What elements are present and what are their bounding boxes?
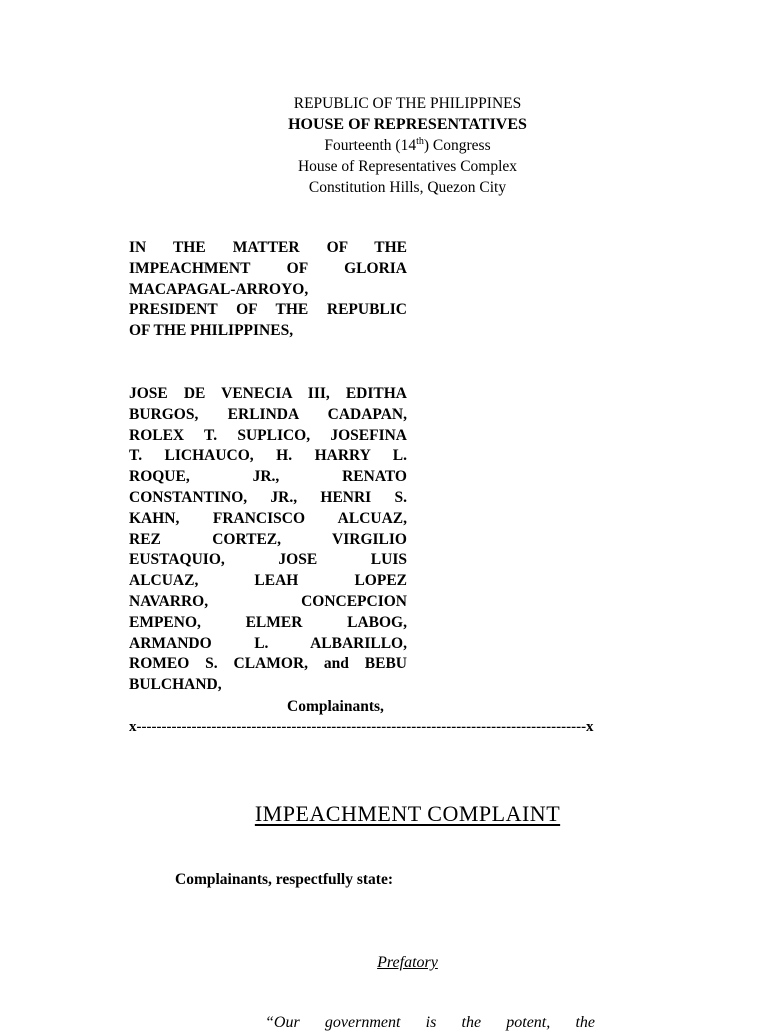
case-matter	[129, 238, 407, 342]
intro-statement: Complainants, respectfully state:	[175, 871, 393, 888]
congress-text: Fourteenth (14	[324, 137, 417, 154]
document-title	[0, 800, 768, 828]
caption-line: ALCUAZ, LEAH LOPEZ	[129, 572, 407, 590]
section-heading-text: Prefatory	[377, 954, 438, 971]
caption-line: EMPENO, ELMER LABOG,	[129, 613, 407, 631]
quote-text: “Our government is the potent, the	[265, 1014, 595, 1031]
header-congress	[0, 135, 768, 156]
header-house: HOUSE OF REPRESENTATIVES	[288, 116, 527, 133]
complainants-label: Complainants,	[287, 698, 384, 715]
caption-line: REZ CORTEZ, VIRGILIO	[129, 530, 407, 548]
caption-line: IMPEACHMENT OF GLORIA	[129, 259, 407, 277]
complainant-names	[129, 384, 407, 696]
title-text: IMPEACHMENT COMPLAINT	[254, 801, 561, 826]
caption-line: OF THE PHILIPPINES,	[129, 322, 294, 340]
caption-line: MACAPAGAL-ARROYO,	[129, 280, 309, 298]
caption-line: IN THE MATTER OF THE	[129, 239, 407, 256]
congress-text-end: ) Congress	[423, 137, 491, 154]
caption-line: ROLEX T. SUPLICO, JOSEFINA	[129, 426, 407, 444]
caption-separator: x------------------------------------------------------------------------------------------x	[129, 719, 594, 735]
document-header	[0, 93, 768, 198]
caption-line: PRESIDENT OF THE REPUBLIC	[129, 301, 407, 319]
section-heading	[0, 952, 768, 974]
congress-superscript: th	[416, 135, 424, 147]
caption-line: JOSE DE VENECIA III, EDITHA	[129, 385, 407, 402]
caption-line: ARMANDO L. ALBARILLO,	[129, 634, 407, 652]
caption-line: EUSTAQUIO, JOSE LUIS	[129, 551, 407, 569]
caption-line: BULCHAND,	[129, 676, 222, 694]
caption-line: ROMEO S. CLAMOR, and BEBU	[129, 655, 407, 673]
caption-line: KAHN, FRANCISCO ALCUAZ,	[129, 509, 407, 527]
caption-line: CONSTANTINO, JR., HENRI S.	[129, 488, 407, 506]
header-republic: REPUBLIC OF THE PHILIPPINES	[293, 95, 522, 112]
caption-line: ROQUE, JR., RENATO	[129, 468, 407, 486]
caption-line: T. LICHAUCO, H. HARRY L.	[129, 447, 407, 465]
caption-line: BURGOS, ERLINDA CADAPAN,	[129, 405, 407, 423]
header-complex: House of Representatives Complex	[297, 158, 518, 175]
header-address: Constitution Hills, Quezon City	[308, 179, 507, 196]
caption-line: NAVARRO, CONCEPCION	[129, 592, 407, 610]
